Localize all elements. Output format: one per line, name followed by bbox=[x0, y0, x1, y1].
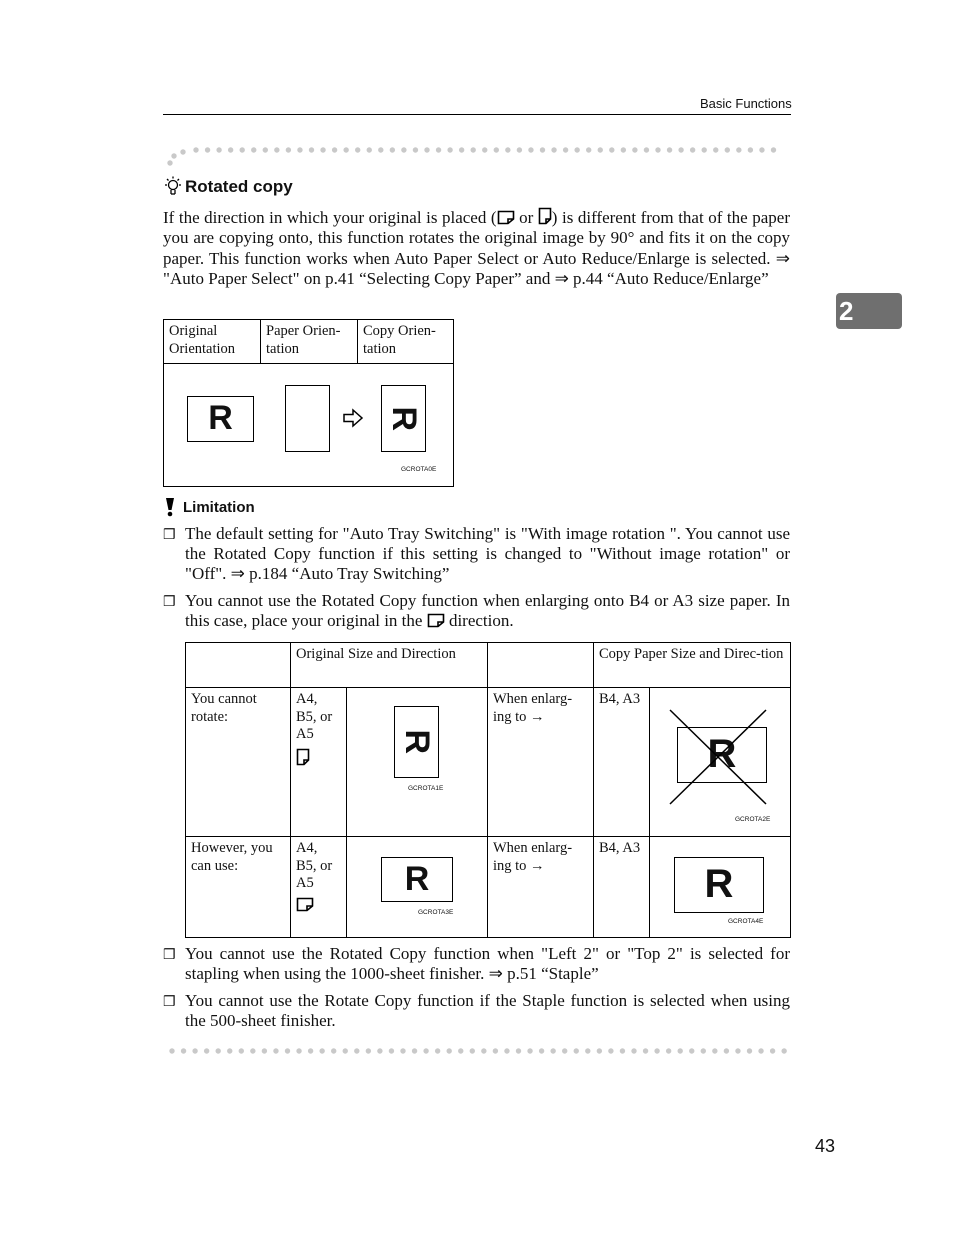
divider-dot bbox=[355, 147, 360, 152]
divider-dot bbox=[192, 1048, 197, 1053]
divider-dot bbox=[169, 1048, 174, 1053]
divider-dot bbox=[527, 1048, 532, 1053]
orientation-figure bbox=[164, 364, 454, 487]
divider-dot bbox=[516, 1048, 521, 1053]
divider-dot bbox=[550, 1048, 555, 1053]
arrow-right-icon bbox=[342, 408, 364, 428]
section-divider-bottom bbox=[163, 1046, 791, 1056]
header-paper-orientation: Paper Orien-tation bbox=[261, 320, 358, 364]
divider-dot bbox=[667, 147, 672, 152]
divider-dot bbox=[551, 147, 556, 152]
limitation-item-2 bbox=[163, 591, 790, 631]
divider-dot bbox=[377, 1048, 382, 1053]
divider-dot bbox=[621, 147, 626, 152]
divider-dot bbox=[263, 147, 268, 152]
divider-dot bbox=[286, 147, 291, 152]
row-label: However, you can use: bbox=[186, 837, 291, 938]
divider-dot bbox=[504, 1048, 509, 1053]
divider-dot bbox=[332, 147, 337, 152]
divider-dot bbox=[690, 147, 695, 152]
divider-dot bbox=[586, 147, 591, 152]
copy-size-text: B4, A3 bbox=[594, 688, 650, 837]
table-row bbox=[186, 688, 791, 837]
header-empty bbox=[186, 643, 291, 688]
divider-dot bbox=[781, 1048, 786, 1053]
divider-dot bbox=[655, 147, 660, 152]
divider-dot bbox=[228, 147, 233, 152]
divider-dot bbox=[771, 147, 776, 152]
limitation-text-1: The default setting for "Auto Tray Switching" is "With image rotation ". You cannot use the Rotated Copy function if this setting is changed to "Without image rotation" or "Off". ⇒ p.184 “Auto Tray Switching” bbox=[185, 524, 790, 583]
divider-dot bbox=[227, 1048, 232, 1053]
chapter-tab: 2 bbox=[836, 293, 902, 329]
divider-dot bbox=[240, 147, 245, 152]
divider-dot bbox=[470, 1048, 475, 1053]
action-text: When enlarg-ing to → bbox=[488, 837, 594, 938]
orientation-table bbox=[163, 319, 454, 487]
portrait-orientation-icon bbox=[296, 748, 310, 766]
divider-dot bbox=[193, 147, 198, 152]
divider-dot bbox=[747, 1048, 752, 1053]
cross-out-icon bbox=[668, 708, 770, 806]
divider-dot bbox=[331, 1048, 336, 1053]
divider-dot bbox=[296, 1048, 301, 1053]
intro-text-2: ) is different from that of the paper you are copying onto, this function rotates the original image by 90° and fits it on the copy paper. This function works when Auto Paper Select or Auto Reduce/Enlarge is selected. ⇒ "Auto Paper Select" on p.41 “Selecting Copy Paper” and ⇒ p.44 “Auto Reduce/Enlarge” bbox=[163, 208, 790, 289]
copy-page-figure bbox=[674, 857, 764, 913]
divider-dot bbox=[435, 1048, 440, 1053]
divider-dot bbox=[620, 1048, 625, 1053]
divider-dot bbox=[736, 147, 741, 152]
figure-code: GCROTA2E bbox=[735, 816, 771, 823]
divider-dot bbox=[181, 1048, 186, 1053]
divider-dot bbox=[678, 1048, 683, 1053]
divider-dot bbox=[759, 147, 764, 152]
checkbox-bullet-icon: ❒ bbox=[163, 948, 176, 963]
divider-dot bbox=[725, 147, 730, 152]
divider-dot bbox=[517, 147, 522, 152]
divider-dot bbox=[412, 1048, 417, 1053]
header-original-size: Original Size and Direction bbox=[291, 643, 488, 688]
letter-r: R bbox=[707, 732, 737, 777]
letter-r: R bbox=[704, 862, 734, 907]
header-empty-2 bbox=[488, 643, 594, 688]
rotation-table bbox=[185, 642, 791, 938]
divider-dot bbox=[528, 147, 533, 152]
portrait-orientation-icon bbox=[538, 207, 552, 225]
header-original-orientation: Original Orientation bbox=[164, 320, 261, 364]
divider-dot bbox=[643, 1048, 648, 1053]
limitation-heading bbox=[163, 497, 255, 517]
divider-dot bbox=[216, 147, 221, 152]
divider-dot bbox=[401, 147, 406, 152]
limitation-item-4 bbox=[163, 991, 790, 1031]
exclamation-icon bbox=[163, 497, 177, 517]
checkbox-bullet-icon: ❒ bbox=[163, 595, 176, 610]
checkbox-bullet-icon: ❒ bbox=[163, 995, 176, 1010]
figure-code: GCROTA3E bbox=[418, 909, 454, 916]
divider-dot bbox=[389, 1048, 394, 1053]
original-page-figure bbox=[381, 857, 453, 902]
divider-dot bbox=[574, 1048, 579, 1053]
divider-dot bbox=[285, 1048, 290, 1053]
intro-paragraph bbox=[163, 207, 790, 290]
landscape-orientation-icon bbox=[296, 897, 314, 912]
intro-or: or bbox=[514, 208, 538, 227]
divider-dot bbox=[308, 1048, 313, 1053]
divider-dot bbox=[343, 1048, 348, 1053]
intro-text-1: If the direction in which your original is placed ( bbox=[163, 208, 497, 227]
divider-dot bbox=[505, 147, 510, 152]
divider-dot bbox=[262, 1048, 267, 1053]
divider-dot bbox=[390, 147, 395, 152]
lightbulb-icon bbox=[163, 176, 183, 198]
limitation-text-2 bbox=[185, 591, 790, 631]
original-figure-cell bbox=[347, 837, 488, 938]
divider-dot bbox=[297, 147, 302, 152]
figure-code: GCROTA1E bbox=[408, 785, 444, 792]
divider-dot bbox=[574, 147, 579, 152]
divider-dot bbox=[644, 147, 649, 152]
divider-dot bbox=[471, 147, 476, 152]
divider-dot bbox=[678, 147, 683, 152]
divider-dot bbox=[585, 1048, 590, 1053]
divider-dot bbox=[748, 147, 753, 152]
paper-figure bbox=[285, 385, 330, 452]
action-text: When enlarg-ing to → bbox=[488, 688, 594, 837]
divider-dot bbox=[436, 147, 441, 152]
divider-dot bbox=[366, 1048, 371, 1053]
limitation-item-3 bbox=[163, 944, 790, 984]
divider-dot bbox=[702, 147, 707, 152]
checkbox-bullet-icon: ❒ bbox=[163, 528, 176, 543]
running-header: Basic Functions bbox=[700, 96, 792, 111]
divider-dot bbox=[367, 147, 372, 152]
divider-dot bbox=[609, 147, 614, 152]
divider-dot bbox=[597, 1048, 602, 1053]
divider-dot bbox=[309, 147, 314, 152]
landscape-orientation-icon bbox=[427, 613, 445, 628]
figure-code: GCROTA4E bbox=[728, 918, 764, 925]
limitation-item-1 bbox=[163, 524, 790, 584]
divider-dot bbox=[216, 1048, 221, 1053]
size-text: A4, B5, or A5 bbox=[296, 840, 333, 891]
letter-r-rotated: R bbox=[398, 729, 437, 755]
limitation-text-3: You cannot use the Rotated Copy function when "Left 2" or "Top 2" is selected for stapling when using the 1000-sheet finisher. ⇒ p.51 “Staple” bbox=[185, 944, 790, 983]
divider-dot bbox=[654, 1048, 659, 1053]
divider-dot bbox=[482, 147, 487, 152]
header-rule bbox=[163, 114, 791, 115]
copy-size-text: B4, A3 bbox=[594, 837, 650, 938]
header-copy-orientation: Copy Orien-tation bbox=[358, 320, 454, 364]
original-page-figure bbox=[394, 706, 439, 778]
divider-dot bbox=[493, 1048, 498, 1053]
divider-dot bbox=[608, 1048, 613, 1053]
divider-dot bbox=[562, 1048, 567, 1053]
divider-dot bbox=[631, 1048, 636, 1053]
divider-dot bbox=[343, 147, 348, 152]
divider-dot bbox=[712, 1048, 717, 1053]
table-row bbox=[186, 837, 791, 938]
divider-dot bbox=[494, 147, 499, 152]
divider-dot bbox=[205, 147, 210, 152]
copy-figure-cell bbox=[650, 688, 791, 837]
divider-dot bbox=[735, 1048, 740, 1053]
original-figure-cell bbox=[347, 688, 488, 837]
divider-dot bbox=[539, 1048, 544, 1053]
letter-r: R bbox=[404, 859, 430, 898]
original-page-figure bbox=[187, 396, 254, 442]
title-text: Rotated copy bbox=[185, 177, 293, 196]
divider-dot bbox=[447, 147, 452, 152]
row-label: You cannot rotate: bbox=[186, 688, 291, 837]
divider-dot bbox=[724, 1048, 729, 1053]
copy-figure-cell bbox=[650, 837, 791, 938]
rotated-copy-figure bbox=[381, 385, 426, 452]
divider-dot bbox=[459, 147, 464, 152]
divider-dot bbox=[758, 1048, 763, 1053]
divider-dot bbox=[447, 1048, 452, 1053]
divider-dot bbox=[239, 1048, 244, 1053]
section-title bbox=[163, 176, 293, 198]
divider-dot bbox=[320, 147, 325, 152]
divider-dot bbox=[423, 1048, 428, 1053]
limitation-text-2b: direction. bbox=[444, 611, 514, 630]
divider-dot bbox=[319, 1048, 324, 1053]
section-divider-top bbox=[163, 144, 791, 168]
divider-dot bbox=[701, 1048, 706, 1053]
divider-dot bbox=[689, 1048, 694, 1053]
divider-dot bbox=[378, 147, 383, 152]
divider-dot bbox=[713, 147, 718, 152]
landscape-orientation-icon bbox=[497, 210, 515, 225]
divider-dot bbox=[563, 147, 568, 152]
divider-dot bbox=[274, 147, 279, 152]
divider-dot bbox=[424, 147, 429, 152]
divider-dot bbox=[354, 1048, 359, 1053]
divider-dot bbox=[632, 147, 637, 152]
limitation-text-4: You cannot use the Rotate Copy function if the Staple function is selected when using the 500-sheet finisher. bbox=[185, 991, 790, 1030]
limitation-heading-text: Limitation bbox=[183, 498, 255, 516]
letter-r: R bbox=[208, 399, 233, 438]
divider-dot bbox=[273, 1048, 278, 1053]
divider-dot bbox=[598, 147, 603, 152]
limitation-text-2a: You cannot use the Rotated Copy function when enlarging onto B4 or A3 size paper. In this case, place your original in the bbox=[185, 591, 790, 630]
size-cell bbox=[291, 688, 347, 837]
divider-dot bbox=[666, 1048, 671, 1053]
divider-dot bbox=[481, 1048, 486, 1053]
letter-r-rotated: R bbox=[385, 406, 424, 431]
header-copy-size: Copy Paper Size and Direc-tion bbox=[594, 643, 791, 688]
divider-dot bbox=[458, 1048, 463, 1053]
divider-dot bbox=[400, 1048, 405, 1053]
page-number: 43 bbox=[815, 1136, 836, 1156]
divider-dot bbox=[250, 1048, 255, 1053]
divider-dot bbox=[251, 147, 256, 152]
divider-dot bbox=[540, 147, 545, 152]
figure-code: GCROTA0E bbox=[401, 466, 437, 473]
divider-dot bbox=[204, 1048, 209, 1053]
divider-dot bbox=[770, 1048, 775, 1053]
size-text: A4, B5, or A5 bbox=[296, 691, 333, 742]
divider-dot bbox=[413, 147, 418, 152]
size-cell bbox=[291, 837, 347, 938]
